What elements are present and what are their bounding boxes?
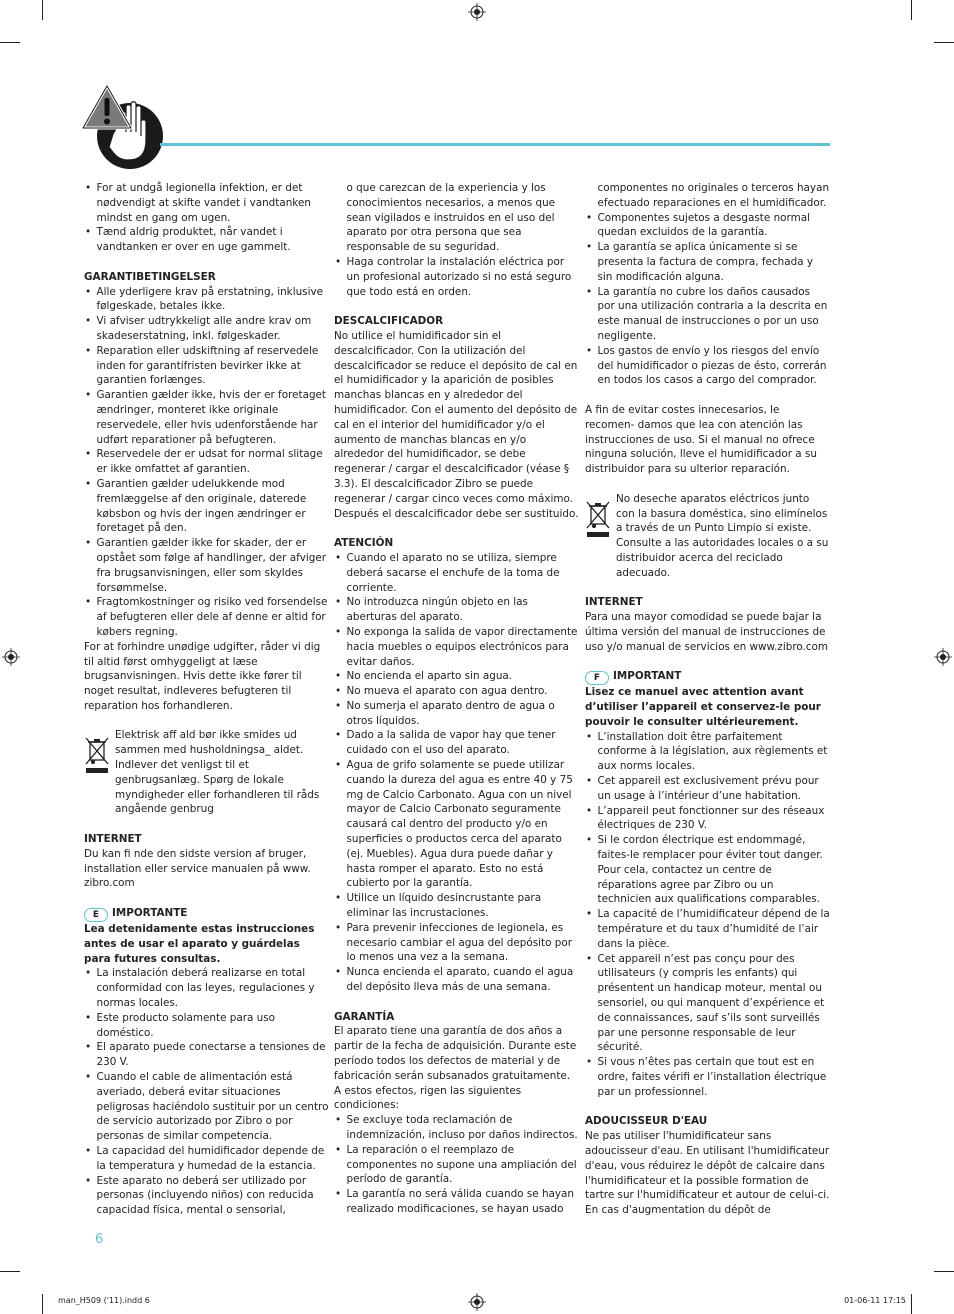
footer-file: man_H509 ('11).indd 6	[58, 1296, 150, 1305]
list-item: • Se excluye toda reclamación de indemnización, incluso por daños indirectos.	[334, 1113, 579, 1143]
section-heading: ADOUCISSEUR D'EAU	[585, 1115, 708, 1128]
crop-mark	[911, 0, 912, 20]
section-heading: GARANTÍA	[334, 1010, 395, 1023]
list-item: • La garantía no será válida cuando se hayan realizado modificaciones, se hayan usado	[334, 1187, 579, 1217]
list-item: • Este producto solamente para uso doméstico.	[84, 1011, 329, 1041]
section-heading: GARANTIBETINGELSER	[84, 270, 216, 283]
list-item: • La garantía se aplica únicamente si se presenta la factura de compra, fechada y sin modificación alguna.	[585, 240, 830, 284]
section-heading: ATENCIÓN	[334, 537, 394, 550]
paragraph: Du kan fi nde den sidste version af bruger, installation eller service manualen på www. zibro.com	[84, 847, 311, 890]
paragraph: Elektrisk aff ald bør ikke smides ud sammen med husholdningsa_ aldet. Indlever det venligst til et genbrugsanlæg. Spørg de lokale myndigheder eller forhandleren til råds angående genbrug	[115, 729, 320, 816]
list-item: • Tænd aldrig produktet, når vandet i vandtanken er over en uge gammelt.	[84, 225, 329, 255]
weee-bin-icon	[585, 498, 611, 538]
crop-mark	[42, 0, 43, 20]
list-item: • No exponga la salida de vapor directamente hacia muebles o equipos electrónicos para evitar daños.	[334, 625, 579, 669]
list-item: • Reparation eller udskiftning af reservedele inden for garantifristen bevirker ikke at garantien forlænges.	[84, 344, 329, 388]
crop-mark	[0, 1271, 20, 1272]
list-item: • Alle yderligere krav på erstatning, inklusive følgeskade, betales ikke.	[84, 285, 329, 315]
list-item: • Si le cordon électrique est endommagé, faites-le remplacer pour éviter tout danger. Pour cela, contactez un centre de réparations agree par Zibro ou un technicien aux qualifications comparables.	[585, 833, 830, 907]
language-badge: E	[84, 908, 108, 922]
list-item: • La garantía no cubre los daños causados por una utilización contraria a la descrita en este manual de instrucciones o por un uso negligente.	[585, 285, 830, 344]
language-heading	[84, 906, 329, 922]
page-number: 6	[95, 1232, 104, 1247]
paragraph: No utilice el humidificador sin el descalcificador. Con la utilización del descalcificador se reduce el depósito de cal en el humidificador y la aparición de posibles manchas blancas en y alrededor del humidificador. Con el aumento del depósito de cal en el interior del humidificador y/o el aumento de manchas blancas en y/o alrededor del humidificador, se debe regenerar / cargar el descalcificador (véase § 3.3). El descalcificador Zibro se puede regenerar / cargar cinco veces como máximo. Después el descalcificador debe ser sustituido.	[334, 329, 579, 520]
list-item: • Agua de grifo solamente se puede utilizar cuando la dureza del agua es entre 40 y 75 mg de Calcio Carbonato. Agua con un nivel mayor de Calcio Carbonato seguramente causará cal dentro del producto y/o en superficies o productos cerca del aparato (ej. Muebles). Agua dura puede dañar y hasta romper el aparato. Esto no está cubierto por la garantía.	[334, 758, 579, 891]
warning-hand-icon	[80, 82, 170, 174]
list-item: • For at undgå legionella infektion, er det nødvendigt at skifte vandet i vandtanken mindst en gang om ugen.	[84, 181, 329, 225]
list-item: • La capacité de l’humidificateur dépend de la température et du taux d’humidité de l’air dans la pièce.	[585, 907, 830, 951]
list-item: • La capacidad del humidificador depende de la temperatura y humedad de la estancia.	[84, 1144, 329, 1174]
crop-mark	[0, 42, 20, 43]
language-badge: F	[585, 671, 609, 685]
paragraph: o que carezcan de la experiencia y los conocimientos necesarios, a menos que sean vigilados e instruidos en el uso del aparato por otra persona que sea responsable de su seguridad.	[346, 182, 556, 254]
weee-bin-icon	[84, 734, 110, 774]
list-item: • No mueva el aparato con agua dentro.	[334, 684, 579, 699]
list-item: • Haga controlar la instalación eléctrica por un profesional autorizado si no está seguro que todo está en orden.	[334, 255, 579, 299]
paragraph: Ne pas utiliser l'humidificateur sans adoucisseur d'eau. En utilisant l'humidificateur d'eau, vous réduirez le dépôt de calcaire dans l'humidificateur et la possible formation de tartre sur l'humidificateur et autour de celui-ci. En cas d'augmentation du dépôt de	[585, 1130, 830, 1217]
crop-mark	[42, 1294, 43, 1314]
list-item: • Garantien gælder ikke, hvis der er foretaget ændringer, monteret ikke originale reservedele, eller hvis udenforstående har udført reparationer på befugteren.	[84, 388, 329, 447]
list-item: • La reparación o el reemplazo de componentes no supone una ampliación del período de garantía.	[334, 1143, 579, 1187]
atencion-list	[334, 551, 579, 995]
paragraph: El aparato tiene una garantía de dos años a partir de la fecha de adquisición. Durante este período todos los defectos de material y de fabricación serán subsanados gratuitamente. A estos efectos, rigen las siguientes condiciones:	[334, 1025, 577, 1112]
heading-text: IMPORTANT	[613, 670, 682, 683]
list-item: • Si vous n’êtes pas certain que tout est en ordre, faites vérifi er l’installation électrique par un professionnel.	[585, 1055, 830, 1099]
garanti-list	[84, 285, 329, 640]
es-important-list	[84, 966, 329, 1218]
registration-mark-icon	[468, 3, 486, 21]
list-item: • Garantien gælder ikke for skader, der er opstået som følge af handlinger, der afviger fra brugsanvisningen, eller som skyldes forsømmelse.	[84, 536, 329, 595]
list-item: • Componentes sujetos a desgaste normal quedan excluidos de la garantía.	[585, 211, 830, 241]
list-item: • Cuando el cable de alimentación está averiado, deberá evitar situaciones peligrosas haciéndolo sustituir por un centro de servicio autorizado por Zibro o por personas de similar competencia.	[84, 1070, 329, 1144]
list-item: • Cet appareil est exclusivement prévu pour un usage à l’intérieur d’une habitation.	[585, 774, 830, 804]
list-item: • L’installation doit être parfaitement conforme à la législation, aux règlements et aux norms locales.	[585, 730, 830, 774]
paragraph: Para una mayor comodidad se puede bajar la última versión del manual de instrucciones de uso y/o manual de servicios en www.zibro.com	[585, 611, 829, 653]
list-item: • Dado a la salida de vapor hay que tener cuidado con el uso del aparato.	[334, 728, 579, 758]
list-item: • El aparato puede conectarse a tensiones de 230 V.	[84, 1040, 329, 1070]
section-heading: INTERNET	[84, 833, 142, 846]
section-heading: INTERNET	[585, 596, 643, 609]
list-item: • No encienda el aparto sin agua.	[334, 669, 579, 684]
list-item: • La instalación deberá realizarse en total conformidad con las leyes, regulaciones y normas locales.	[84, 966, 329, 1010]
garantia-list	[334, 1113, 579, 1217]
crop-mark	[911, 1294, 912, 1314]
list-item: • No sumerja el aparato dentro de agua o otros líquidos.	[334, 699, 579, 729]
list-item: • Utilice un líquido desincrustante para eliminar las incrustaciones.	[334, 891, 579, 921]
fr-important-list	[585, 730, 830, 1100]
lead-text: Lisez ce manuel avec attention avant d’utiliser l’appareil et conservez-le pour pouvoir le consulter ultérieurement.	[585, 686, 821, 728]
list-item: • Reservedele der er udsat for normal slitage er ikke omfattet af garantien.	[84, 447, 329, 477]
column-2	[334, 181, 579, 1217]
registration-mark-icon	[2, 648, 20, 666]
list-item: • Cet appareil n’est pas conçu pour des utilisateurs (y compris les enfants) qui présentent un handicap moteur, mental ou sensoriel, ou qui manquent d’expérience et de connaissances, sauf s’ils sont surveillés par une personne responsable de leur sécurité.	[585, 952, 830, 1056]
list-item: • Garantien gælder udelukkende mod fremlæggelse af den originale, daterede købsbon og hvis der ingen ændringer er foretaget på den.	[84, 477, 329, 536]
list-item: • Para prevenir infecciones de legionela, es necesario cambiar el agua del depósito por lo menos una vez a la semana.	[334, 921, 579, 965]
crop-mark	[934, 1271, 954, 1272]
weee-notice	[84, 728, 329, 817]
registration-mark-icon	[934, 648, 952, 666]
list-item: • Los gastos de envío y los riesgos del envío del humidificador o piezas de ésto, correrán en todos los casos a cargo del comprador.	[585, 344, 830, 388]
paragraph: No deseche aparatos eléctricos junto con la basura doméstica, sino elimínelos a través de un Punto Limpio si existe. Consulte a las autoridades locales o a su distribuidor acerca del reciclado adecuado.	[616, 492, 829, 579]
column-1	[84, 181, 329, 1218]
list-item: • Nunca encienda el aparato, cuando el agua del depósito lleva más de una semana.	[334, 965, 579, 995]
language-heading	[585, 669, 830, 685]
heading-text: IMPORTANTE	[112, 907, 188, 920]
list-item: • Fragtomkostninger og risiko ved forsendelse af befugteren eller dele af denne er altid for købers regning.	[84, 595, 329, 639]
paragraph: For at forhindre unødige udgifter, råder vi dig til altid først omhyggeligt at læse brugsanvisningen. Hvis dette ikke fører til noget resultat, indleveres befugteren til reparation hos forhandleren.	[84, 640, 321, 712]
garantia-list-cont	[585, 211, 830, 389]
crop-mark	[934, 42, 954, 43]
section-heading: DESCALCIFICADOR	[334, 315, 444, 328]
header-rule	[160, 143, 830, 146]
lead-text: Lea detenidamente estas instrucciones antes de usar el aparato y guárdelas para futures consultas.	[84, 923, 315, 965]
paragraph: A fin de evitar costes innecesarios, le recomen- damos que lea con atención las instrucciones de uso. Si el manual no ofrece ninguna solución, lleve el humidificador a su distribuidor para su ulterior reparación.	[585, 403, 817, 476]
footer-date: 01-06-11 17:15	[844, 1296, 906, 1305]
list-item: • No introduzca ningún objeto en las aberturas del aparato.	[334, 595, 579, 625]
legionella-list	[84, 181, 329, 255]
list-item: • Vi afviser udtrykkeligt alle andre krav om skadeserstatning, inkl. følgeskader.	[84, 314, 329, 344]
list-item: • L’appareil peut fonctionner sur des réseaux électriques de 230 V.	[585, 804, 830, 834]
registration-mark-icon	[468, 1293, 486, 1311]
paragraph: componentes no originales o terceros hayan efectuado reparaciones en el humidificador.	[597, 182, 830, 209]
list-item: • Cuando el aparato no se utiliza, siempre deberá sacarse el enchufe de la toma de corriente.	[334, 551, 579, 595]
es-important-list-cont	[334, 255, 579, 299]
column-3	[585, 181, 830, 1218]
list-item: • Este aparato no deberá ser utilizado por personas (incluyendo niños) con reducida capacidad física, mental o sensorial,	[84, 1174, 329, 1218]
weee-notice	[585, 492, 830, 581]
